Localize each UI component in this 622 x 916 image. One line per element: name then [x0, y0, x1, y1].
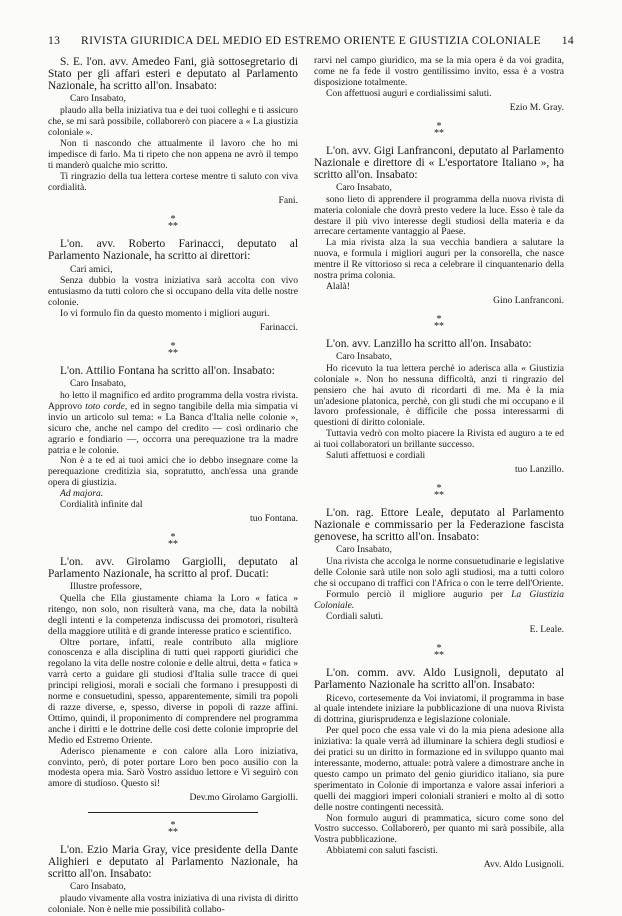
ornament-star: * — [168, 827, 173, 839]
letter-gray-end — [314, 56, 564, 114]
section-ornament — [314, 643, 564, 662]
section-ornament — [48, 340, 298, 359]
page-number-right: 14 — [561, 34, 574, 47]
left-column — [48, 56, 298, 916]
ornament-star: * — [170, 340, 176, 352]
paragraph: Cordialità infinite dal — [60, 499, 143, 511]
paragraph: Io vi formulo fin da questo momento i migliori auguri. — [60, 308, 270, 320]
ornament-star: * — [170, 531, 176, 543]
italic-phrase: toto corde, — [85, 400, 128, 412]
salutation: Illustre professore, — [70, 581, 142, 593]
letter-heading: L'on. avv. Girolamo Gargiolli, deputato al Parlamento Nazionale, ha scritto al prof. Ducati: — [48, 555, 298, 580]
salutation: Caro Insabato, — [336, 350, 392, 362]
letter-heading: L'on. rag. Ettore Leale, deputato al Parlamento Nazionale e commissario per la Federazione fascista genovese, ha scritto all'on. Insabato: — [314, 506, 564, 544]
ornament-star: * — [439, 127, 444, 139]
ornament-star: * — [168, 538, 173, 550]
ornament-star: * — [436, 120, 442, 132]
ornament-star: * — [436, 313, 442, 325]
ornament-star: * — [168, 347, 173, 359]
running-header — [48, 34, 574, 47]
paragraph: Con affettuosi auguri e cordialissimi saluti. — [326, 87, 492, 99]
letter-lanfranconi — [314, 145, 564, 307]
paragraph: Non formulo auguri di prammatica, sicuro come sono del Vostro successo. Collaborerò, per quanto mi sarà possibile, alla Vostra pubblicazione. — [314, 812, 564, 846]
ornament-star: * — [439, 489, 444, 501]
ornament-star: * — [439, 320, 444, 332]
signature: Ezio M. Gray. — [509, 101, 564, 113]
salutation: Cari amici, — [70, 263, 113, 275]
signature: tuo Lanzillo. — [514, 463, 564, 475]
ornament-star: * — [434, 489, 439, 501]
paragraph — [48, 391, 298, 456]
journal-title: RIVISTA GIURIDICA DEL MEDIO ED ESTREMO ORIENTE E GIUSTIZIA COLONIALE — [81, 34, 541, 47]
paragraph: Abbiatemi con saluti fascisti. — [326, 845, 438, 857]
section-ornament — [314, 120, 564, 139]
letter-heading: L'on. Attilio Fontana ha scritto all'on. Insabato: — [60, 364, 275, 377]
ornament-star: * — [173, 347, 178, 359]
ornament-star: * — [436, 643, 442, 655]
ornament-star: * — [173, 221, 178, 233]
paragraph: Ricevo, cortesemente da Voi inviatomi, il programma in base al quale intendete iniziare la pubblicazione di una nuova Rivista di dottrina, giurisprudenza e legislazione coloniale. — [314, 692, 564, 726]
ornament-star: * — [434, 320, 439, 332]
ornament-star: * — [436, 482, 442, 494]
section-ornament — [314, 482, 564, 501]
paragraph: Ti ringrazio della tua lettera cortese mentre ti saluto con viva cordialità. — [48, 170, 298, 193]
paragraph-continued: rarvi nel campo giuridico, ma se la mia opera è da voi gradita, come ne fa fede il vostro gentilissimo invito, essa è a vostra disposizione totalmente. — [314, 55, 564, 88]
section-ornament — [48, 531, 298, 550]
text-run: Formulo perciò il migliore augurio per — [326, 588, 512, 600]
signature: tuo Fontana. — [250, 512, 298, 524]
ornament-star: * — [168, 221, 173, 233]
text-run: ho letto il magnifico ed ardito programma della vostra rivista. Approvo — [48, 389, 298, 412]
section-ornament — [48, 214, 298, 233]
salutation: Caro Insabato, — [336, 181, 392, 193]
salutation: Caro Insabato, — [70, 881, 126, 893]
signature: E. Leale. — [529, 624, 564, 636]
ornament-star: * — [439, 650, 444, 662]
letter-fontana — [48, 365, 298, 525]
ornament-star: * — [173, 538, 178, 550]
ornament-star: * — [434, 650, 439, 662]
letter-heading: L'on. comm. avv. Aldo Lusignoli, deputato al Parlamento Nazionale ha scritto all'on. Insabato: — [314, 667, 564, 692]
paragraph: sono lieto di apprendere il programma della nuova rivista di materia coloniale che dovrà presto vedere la luce. Esso è tale da destare il più vivo interesse degli studiosi della materia e da arrecare certamente vantaggio al Paese. — [314, 193, 564, 238]
paragraph: Una rivista che accolga le norme consuetudinarie e legislative delle Colonie sarà utile non solo agli studiosi, ma a tutti coloro che si occupano di traffici con l'Africa o con le terre dell'Oriente. — [314, 556, 564, 589]
paragraph: Non ti nascondo che attualmente il lavoro che ho mi impedisce di farlo. Ma ti ripeto che non appena ne avrò il tempo ti manderò qualche mio scritto. — [48, 137, 298, 171]
letter-lusignoli — [314, 667, 564, 871]
paragraph: Oltre portare, infatti, reale contributo alla migliore conoscenza e alla disciplina di tutti quei rapporti giuridici che regolano la vita delle nostre colonie e delle altrui, detta « fatica » varrà certo a guidare gli studiosi d'Italia sulle tracce di quei principi religiosi, morali e sociali che formano i presupposti di norme e consuetudini, spesso, apparentemente, simili tra popoli di razze diverse, e, spesso, diverse in popoli di razze affini. Ottimo, quindi, il proponimento di comprendere nel programma anche i diritti e le dottrine delle così dette colonie improprie del Medio ed Estremo Oriente. — [48, 636, 298, 746]
ornament-star: * — [170, 214, 176, 226]
paragraph: Cordiali saluti. — [326, 610, 384, 622]
paragraph: Saluti affettuosi e cordiali — [326, 450, 426, 462]
signature-rule — [88, 812, 258, 813]
ornament-star: * — [434, 127, 439, 139]
signature: Farinacci. — [259, 322, 298, 334]
paragraph: Per quel poco che essa vale vi do la mia piena adesione alla iniziativa: la quale verrà ad illuminare la schiera degli studiosi e dei pratici su un diritto in formazione ed in sviluppo quanto mai interessante, moderno, attuale: potrà valere a dimostrare anche in questo campo un primato del genio giuridico italiano, sia pure sperimentato in Colonie di importanza e valore assai inferiori a quelli dei maggiori imperi coloniali stranieri e molto al di sotto delle nostre contingenti necessità. — [314, 725, 564, 813]
section-ornament — [48, 820, 298, 839]
paragraph: Non è a te ed ai tuoi amici che io debbo insegnare come la perequazione creditizia sia, sopratutto, anch'essa una grande opera di giustizia. — [48, 455, 298, 489]
text-run: ed in segno tangibile della mia simpatia vi invio un articolo sul tema: « La Banca d'Italia nelle colonie », sicuro che, anche nel campo del credito — così ordinario che agrario e fondiario —, occorra una perequazione tra la madre patria e le colonie. — [48, 400, 299, 456]
paragraph: Ho ricevuto la tua lettera perchè io aderisca alla « Giustizia coloniale ». Non ho nessuna difficoltà, anzi ti ringrazio del pensiero che hai avuto di ricordarti di me. Ma è la mia un'adesione platonica, perchè, con gli studi che mi occupano e il lavoro professionale, è difficile che possa interessarmi di questioni di diritto coloniale. — [314, 362, 564, 429]
signature: Dev.mo Girolamo Gargiolli. — [189, 792, 298, 804]
salutation: Caro Insabato, — [336, 544, 392, 556]
section-ornament — [314, 313, 564, 332]
paragraph: Quella che Ella giustamente chiama la Loro « fatica » ritengo, non solo, non risulterà vana, ma che, data la nobiltà degli intenti e la competenza indiscussa dei promotori, risulterà della maggiore utilità e di grande interesse pratico e scientifico. — [48, 592, 298, 637]
paragraph — [314, 590, 564, 612]
paragraph-motto: Ad majora. — [60, 488, 104, 500]
ornament-star: * — [173, 827, 178, 839]
signature: Fani. — [278, 195, 298, 207]
paragraph: Tuttavia vedrò con molto piacere la Rivista ed auguro a te ed ai tuoi collaboratori un brillante successo. — [314, 428, 564, 451]
letter-gargiolli — [48, 556, 298, 804]
right-column — [314, 56, 564, 871]
letter-lanzillo — [314, 338, 564, 476]
letter-farinacci — [48, 238, 298, 334]
page-number-left: 13 — [48, 34, 61, 47]
letter-leale — [314, 507, 564, 637]
signature: Gino Lanfranconi. — [493, 294, 564, 306]
letter-heading: S. E. l'on. avv. Amedeo Fani, già sottosegretario di Stato per gli affari esteri e deputato al Parlamento Nazionale, ha scritto all'on. Insabato: — [48, 56, 298, 93]
letter-heading: L'on. avv. Gigi Lanfranconi, deputato al Parlamento Nazionale e direttore di « L'esportatore Italiano », ha scritto all'on. Insabato: — [314, 144, 564, 181]
letter-heading: L'on. avv. Lanzillo ha scritto all'on. Insabato: — [326, 337, 532, 350]
italic-title: La Giustizia Coloniale. — [314, 588, 564, 611]
salutation: Caro Insabato, — [70, 93, 126, 105]
letter-fani — [48, 56, 298, 207]
paragraph: plaudo alla bella iniziativa tua e dei tuoi colleghi e ti assicuro che, se mi sarà possibile, collaborerò con piacere a « La giustizia coloniale ». — [48, 105, 298, 138]
separator-block — [48, 812, 298, 813]
paragraph: Alalà! — [326, 280, 350, 292]
paragraph: plaudo vivamente alla vostra iniziativa di una rivista di diritto coloniale. Non è nelle mie possibilità collabo- — [48, 893, 298, 916]
paragraph: Aderisco pienamente e con calore alla Loro iniziativa, convinto, però, di poter portare Loro ben poco ausilio con la modesta opera mia. Sarò Vostro assiduo lettore e Vi seguirò con amore di studioso. Questo sì! — [48, 745, 298, 790]
letter-gray-start — [48, 844, 298, 916]
letter-heading: L'on. avv. Roberto Farinacci, deputato al Parlamento Nazionale, ha scritto ai direttori: — [48, 238, 298, 263]
paragraph: Senza dubbio la vostra iniziativa sarà accolta con vivo entusiasmo da tutti coloro che si occupano della vita delle nostre colonie. — [48, 275, 298, 309]
salutation: Caro Insabato, — [70, 378, 126, 390]
signature: Avv. Aldo Lusignoli. — [483, 859, 564, 871]
paragraph: La mia rivista alza la sua vecchia bandiera a salutare la nuova, e formula i migliori auguri per la consorella, che nasce mentre il Re vittorioso si reca a celebrare il cinquantenario della nostra prima colonia. — [314, 237, 564, 282]
letter-heading: L'on. Ezio Maria Gray, vice presidente della Dante Alighieri e deputato al Parlamento Nazionale, ha scritto all'on. Insabato: — [48, 844, 298, 881]
ornament-star: * — [170, 820, 176, 832]
